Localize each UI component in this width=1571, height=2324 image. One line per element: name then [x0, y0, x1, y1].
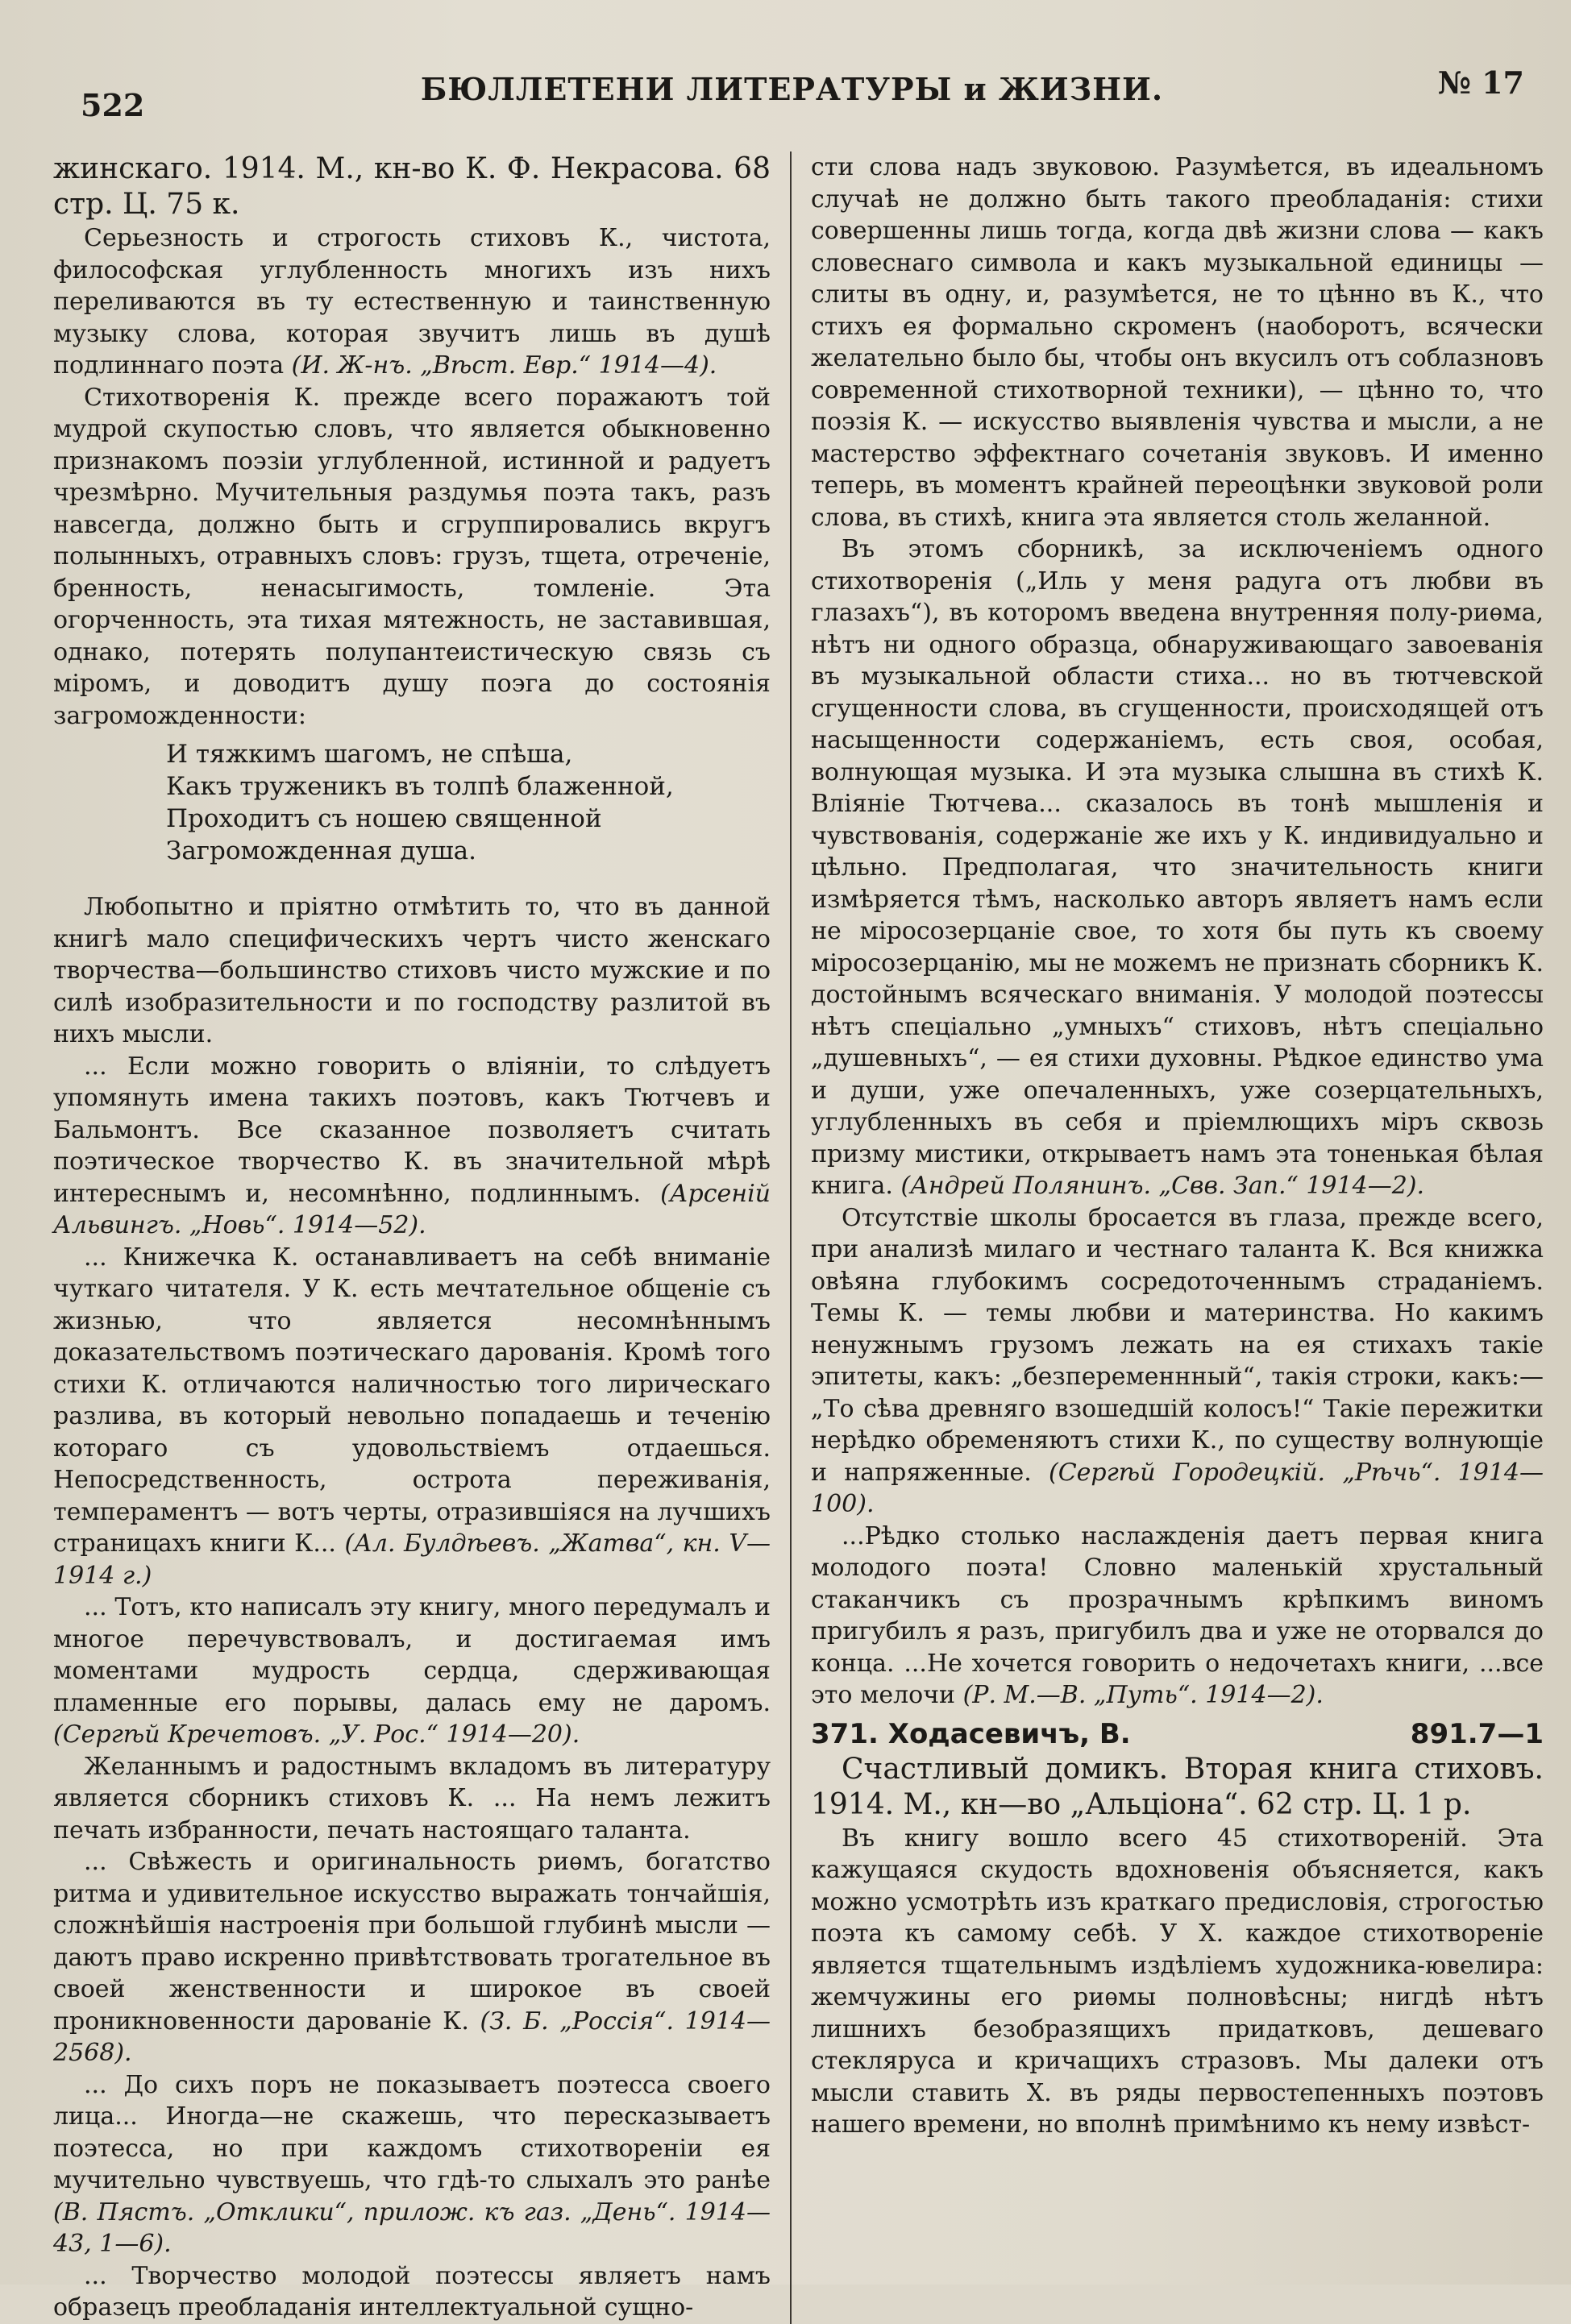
review-source: (З. Б. „Россія“. 1914—2568).	[53, 2007, 771, 2067]
review-paragraph: ... Творчество молодой поэтессы являетъ намъ образецъ преобладанія интеллектуальной сущно-	[53, 2261, 771, 2322]
review-paragraph	[811, 533, 1544, 1202]
poem-quote	[166, 738, 771, 867]
review-source: (В. Пястъ. „Отклики“, прилож. къ газ. „День“. 1914—43, 1—6).	[53, 2197, 771, 2258]
page-number: 522	[81, 87, 145, 123]
review-paragraph	[53, 2069, 771, 2260]
review-source: (Сергѣй Кречетовъ. „У. Рос.“ 1914—20).	[53, 1720, 580, 1749]
poem-line: Проходитъ съ ношею священной	[166, 804, 602, 833]
review-paragraph: Любопытно и пріятно отмѣтить то, что въ данной книгѣ мало специфическихъ чертъ чисто женскаго творчества—большинство стиховъ чисто мужские и по силѣ изобразительности и по господству разлитой въ нихъ мысли.	[53, 893, 771, 1048]
review-source: (И. Ж-нъ. „Вѣст. Евр.“ 1914—4).	[291, 351, 717, 380]
review-paragraph	[53, 1846, 771, 2069]
entry-author: 371. Ходасевичъ, В.	[811, 1717, 1131, 1750]
entry-lead-continued: жинскаго. 1914. М., кн-во К. Ф. Некрасова. 68 стр. Ц. 75 к.	[53, 152, 771, 221]
column-divider	[790, 151, 792, 2324]
review-source: (Сергѣй Городецкій. „Рѣчь“. 1914—100).	[811, 1458, 1544, 1518]
review-source: (Андрей Полянинъ. „Свв. Зап.“ 1914—2).	[900, 1172, 1425, 1200]
poem-line: Какъ труженикъ въ толпѣ блаженной,	[166, 772, 674, 801]
review-paragraph	[53, 1592, 771, 1751]
review-text: ... Тотъ, кто написалъ эту книгу, много передумалъ и многое перечувствовалъ, и достигаемая имъ моментами мудрость сердца, сдерживающая пламенные его порывы, далась ему не даромъ.	[53, 1593, 771, 1717]
poem-line: И тяжкимъ шагомъ, не спѣша,	[166, 740, 573, 769]
review-paragraph	[53, 1051, 771, 1242]
left-column	[53, 151, 771, 2324]
review-source: (Ал. Булдѣевъ. „Жатва“, кн. V—1914 г.)	[53, 1529, 771, 1590]
review-paragraph: Желаннымъ и радостнымъ вкладомъ въ литературу является сборникъ стиховъ К. ... На немъ лежитъ печать избранности, печать настоящаго таланта.	[53, 1752, 771, 1845]
review-text: Отсутствіе школы бросается въ глаза, прежде всего, при анализѣ милаго и честнаго таланта К. Вся книжка овѣяна глубокимъ сосредоточеннымъ страданіемъ. Темы К. — темы любви и материнства. Но какимъ ненужнымъ грузомъ лежать на ея стихахъ такіе эпитеты, какъ: „безпеременнный“, такія строки, какъ:—„То сѣва древняго взошедшій колосъ!“ Такіе пережитки нерѣдко обременяютъ стихи К., по существу волнующіе и напряженные.	[811, 1203, 1544, 1487]
review-text: ... Если можно говорить о вліяніи, то слѣдуетъ упомянуть имена такихъ поэтовъ, какъ Тютчевъ и Бальмонтъ. Все сказанное позволяетъ считать поэтическое творчество К. въ значительной мѣрѣ интереснымъ и, несомнѣнно, подлиннымъ.	[53, 1052, 771, 1208]
review-paragraph: Въ книгу вошло всего 45 стихотвореній. Эта кажущаяся скудость вдохновенія объясняется, какъ можно усмотрѣть изъ краткаго предисловія, строгостью поэта къ самому себѣ. У Х. каждое стихотвореніе является тщательнымъ издѣліемъ художника-ювелира: жемчужины его риѳмы полновѣсны; нигдѣ нѣтъ лишнихъ безобразящихъ придатковъ, дешеваго стекляруса и кричащихъ стразовъ. Мы далеки отъ мысли ставить Х. въ ряды первостепенныхъ поэтовъ нашего времени, но вполнѣ примѣнимо къ нему извѣст-	[811, 1824, 1544, 2139]
review-paragraph: Стихотворенія К. прежде всего поражаютъ той мудрой скупостью словъ, что является обыкновенно признакомъ поэзіи углубленной, истинной и радуетъ чрезмѣрно. Мучительныя раздумья поэта такъ, разъ навсегда, должно быть и сгруппировались вкругъ полынныхъ, отравныхъ словъ: грузъ, тщета, отреченіе, бренность, ненасыгимость, томленіе. Эта огорченность, эта тихая мятежность, не заставившая, однако, потерять полупантеистическую связь съ міромъ, и доводитъ душу поэга до состоянія загроможденности:	[53, 383, 771, 730]
entry-lead: Счастливый домикъ. Вторая книга стиховъ. 1914. М., кн—во „Альціона“. 62 стр. Ц. 1 р.	[811, 1752, 1544, 1821]
review-source: (Арсеній Альвингъ. „Новь“. 1914—52).	[53, 1179, 771, 1239]
issue-number: № 17	[1437, 64, 1524, 101]
review-text: ... Свѣжесть и оригинальность риѳмъ, богатство ритма и удивительное искусство выражать тончайшія, сложнѣйшія настроенія при большой глубинѣ мысли — даютъ право искренно привѣтствовать трогательное въ своей женственности и широкое въ своей проникновенности дарованіе К.	[53, 1848, 771, 2036]
right-column	[811, 151, 1544, 2324]
poem-line: Загроможденная душа.	[166, 836, 476, 865]
entry-class-number: 891.7—1	[1410, 1717, 1544, 1750]
review-text: Серьезность и строгость стиховъ К., чистота, философская углубленность многихъ изъ нихъ переливаются въ ту естественную и таинственную музыку слова, которая звучитъ лишь въ душѣ подлиннаго поэта	[53, 224, 771, 380]
review-text: ... Книжечка К. останавливаетъ на себѣ вниманіе чуткаго читателя. У К. есть мечтательное общеніе съ жизнью, что является несомнѣннымъ доказательствомъ поэтическаго дарованія. Кромѣ того стихи К. отличаются наличностью того лирическаго разлива, въ который невольно попадаешь и теченію котораго съ удовольствіемъ отдаешься. Непосредственность, острота переживанія, темпераментъ — вотъ черты, отразившіяся на лучшихъ страницахъ книги К...	[53, 1243, 771, 1558]
review-paragraph	[811, 1202, 1544, 1521]
review-text: ... До сихъ поръ не показываетъ поэтесса своего лица... Иногда—не скажешь, что пересказываетъ поэтесса, но при каждомъ стихотвореніи ея мучительно чувствуешь, что гдѣ-то слыхалъ это ранѣе	[53, 2070, 771, 2194]
review-paragraph	[53, 1242, 771, 1592]
journal-title: БЮЛЛЕТЕНИ ЛИТЕРАТУРЫ и ЖИЗНИ.	[420, 71, 1164, 107]
page-header	[53, 58, 1531, 131]
review-paragraph: сти слова надъ звуковою. Разумѣется, въ идеальномъ случаѣ не должно быть такого преобладанія: стихи совершенны лишь тогда, когда двѣ жизни слова — какъ словеснаго символа и какъ музыкальной единицы — слиты въ одну, и, разумѣется, не то цѣнно въ К., что стихъ ея формально скроменъ (наоборотъ, всячески желательно было бы, чтобы онъ вкусилъ отъ соблазновъ современной стихотворной техники), — цѣнно то, что поэзія К. — искусство выявленія чувства и мысли, а не мастерство эффектнаго сочетанія звуковъ. И именно теперь, въ моментъ крайней переоцѣнки звуковой роли слова, въ стихѣ, книга эта является столь желанной.	[811, 153, 1544, 532]
entry-heading	[811, 1716, 1544, 1752]
text-columns	[53, 151, 1544, 2324]
review-paragraph	[53, 222, 771, 382]
review-text: Въ этомъ сборникѣ, за исключеніемъ одного стихотворенія („Иль у меня радуга отъ любви въ глазахъ“), въ которомъ введена внутренняя полу-риѳма, нѣтъ ни одного образца, обнаруживающаго завоеванія въ музыкальной области стиха... но въ тютчевской сгущенности слова, въ сгущенности, происходящей отъ насыщенности содержаніемъ, есть своя, особая, волнующая музыка. И эта музыка слышна въ стихѣ К. Вліяніе Тютчева... сказалось въ тонѣ мышленія и чувствованія, содержаніе же ихъ у К. индивидуально и цѣльно. Предполагая, что значительность книги измѣряется тѣмъ, насколько авторъ являетъ намъ если не міросозерцаніе свое, то хотя бы путь къ своему міросозерцанію, мы не можемъ не признать сборникъ К. достойнымъ всяческаго вниманія. У молодой поэтессы нѣтъ спеціально „умныхъ“ стиховъ, нѣтъ спеціально „душевныхъ“, — ея стихи духовны. Рѣдкое единство ума и души, уже опечаленныхъ, уже созерцательныхъ, углубленныхъ въ себя и пріемлющихъ міръ сквозь призму мистики, открываетъ намъ эта тоненькая бѣлая книга.	[811, 535, 1544, 1200]
review-paragraph	[811, 1521, 1544, 1712]
review-text: ...Рѣдко столько наслажденія даетъ первая книга молодого поэта! Словно маленькій хрустальный стаканчикъ съ прозрачнымъ крѣпкимъ виномъ пригубилъ я разъ, пригубилъ два и уже не оторвался до конца. ...Не хочется говорить о недочетахъ книги, ...все это мелочи	[811, 1521, 1544, 1709]
review-source: (Р. М.—В. „Путь“. 1914—2).	[962, 1681, 1324, 1709]
